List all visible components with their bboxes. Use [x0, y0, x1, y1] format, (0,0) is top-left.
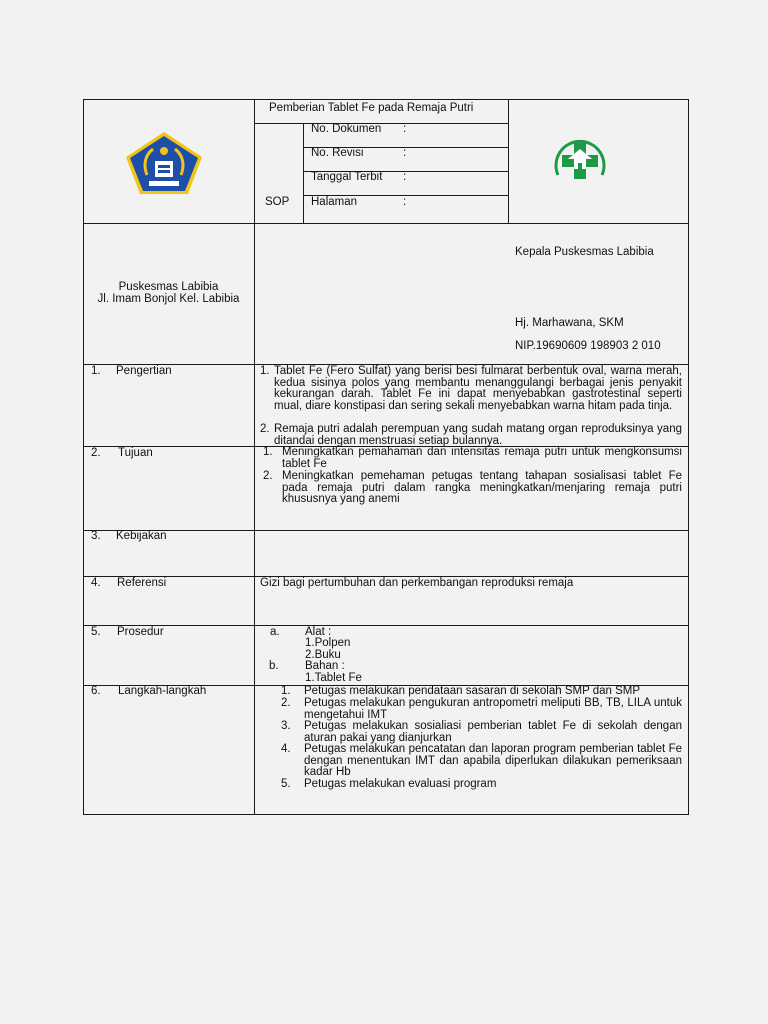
- row-line-3: [83, 530, 689, 531]
- langkah-num: 3.: [281, 720, 291, 732]
- signatory-nip: NIP.19690609 198903 2 010: [515, 340, 661, 352]
- border-bottom: [83, 814, 689, 815]
- prosedur-alat-item: 1.Polpen: [305, 637, 351, 649]
- section-label-pengertian: Pengertian: [116, 365, 172, 377]
- tujuan-num: 2.: [263, 470, 273, 482]
- tujuan-item: Meningkatkan pemahaman dan intensitas remaja putri untuk mengkonsumsi tablet Fe: [282, 446, 682, 470]
- header-bottom-line: [83, 223, 689, 224]
- section-number: 3.: [91, 530, 101, 542]
- border-top: [83, 99, 689, 100]
- field-sep: :: [403, 123, 407, 135]
- field-sep: :: [403, 147, 407, 159]
- langkah-num: 4.: [281, 743, 291, 755]
- border-left: [83, 99, 84, 815]
- langkah-num: 2.: [281, 697, 291, 709]
- prosedur-bahan-title: Bahan :: [305, 660, 345, 672]
- langkah-item: Petugas melakukan evaluasi program: [304, 778, 497, 790]
- section-label-referensi: Referensi: [117, 577, 167, 589]
- row-line-5: [83, 625, 689, 626]
- field-sep: :: [403, 171, 407, 183]
- document-title: Pemberian Tablet Fe pada Remaja Putri: [269, 102, 474, 114]
- field-label-no-revisi: No. Revisi: [311, 147, 364, 159]
- body-column-divider: [254, 223, 255, 815]
- field-label-no-dokumen: No. Dokumen: [311, 123, 382, 135]
- prosedur-b-label: b.: [269, 660, 279, 672]
- prosedur-alat-title: Alat :: [305, 626, 332, 638]
- section-number: 5.: [91, 626, 101, 638]
- header-divider-left: [254, 99, 255, 223]
- langkah-item: Petugas melakukan pengukuran antropometri meliputi BB, TB, LILA untuk mengetahui IMT: [304, 697, 682, 721]
- field-sep: :: [403, 196, 407, 208]
- sop-table: [83, 99, 689, 815]
- section-number: 6.: [91, 685, 101, 697]
- referensi-text: Gizi bagi pertumbuhan dan perkembangan reproduksi remaja: [260, 577, 574, 589]
- institution-name: Puskesmas Labibia: [118, 281, 219, 293]
- signatory-position: Kepala Puskesmas Labibia: [515, 246, 654, 258]
- section-number: 4.: [91, 577, 101, 589]
- section-number: 2.: [91, 447, 101, 459]
- tujuan-num: 1.: [263, 446, 273, 458]
- pengertian-item: Tablet Fe (Fero Sulfat) yang berisi besi fulmarat berbentuk oval, warna merah, kedua sisinya polos yang membantu menanggulangi berbagai jenis penyakit kekurangan darah. Tablet Fe ini dapat menyebabkan gastrotestinal seperti mual, diare konstipasi dan sering sekali menyebabkan warna hitam pada tinja.: [274, 365, 682, 412]
- sop-label: SOP: [265, 196, 290, 208]
- langkah-item: Petugas melakukan pendataan sasaran di sekolah SMP dan SMP: [304, 685, 641, 697]
- tujuan-item: Meningkatkan pemehaman petugas tentang tahapan sosialisasi tablet Fe pada remaja putri dalam rangka meningkatkan/menjaring remaja putri khususnya yang anemi: [282, 470, 682, 505]
- langkah-num: 5.: [281, 778, 291, 790]
- prosedur-a-label: a.: [270, 626, 280, 638]
- langkah-num: 1.: [281, 685, 291, 697]
- field-label-tanggal-terbit: Tanggal Terbit: [311, 171, 383, 183]
- section-number: 1.: [91, 365, 101, 377]
- langkah-item: Petugas melakukan sosialiasi pemberian tablet Fe di sekolah dengan aturan pakai yang dianjurkan: [304, 720, 682, 744]
- pengertian-item: Remaja putri adalah perempuan yang sudah matang organ reproduksinya yang ditandai dengan menstruasi setiap bulannya.: [274, 423, 682, 447]
- langkah-item: Petugas melakukan pencatatan dan laporan program pemberian tablet Fe dengan menentukan IMT dan apabila diperlukan dilakukan pemeriksaan kadar Hb: [304, 743, 682, 778]
- prosedur-alat-item: 2.Buku: [305, 649, 341, 661]
- puskesmas-cross-logo: [552, 135, 608, 187]
- sop-divider: [303, 123, 304, 223]
- institution-address: Jl. Imam Bonjol Kel. Labibia: [97, 293, 240, 305]
- header-divider-right: [508, 99, 509, 223]
- section-label-tujuan: Tujuan: [118, 447, 153, 459]
- pengertian-num: 2.: [260, 423, 270, 435]
- border-right: [688, 99, 689, 815]
- section-label-prosedur: Prosedur: [117, 626, 164, 638]
- section-label-kebijakan: Kebijakan: [116, 530, 167, 542]
- pengertian-num: 1.: [260, 365, 270, 377]
- regional-emblem-logo: [123, 129, 205, 197]
- signatory-name: Hj. Marhawana, SKM: [515, 317, 624, 329]
- title-underline: [254, 123, 509, 124]
- field-label-halaman: Halaman: [311, 196, 358, 208]
- prosedur-bahan-item: 1.Tablet Fe: [305, 672, 362, 684]
- section-label-langkah: Langkah-langkah: [118, 685, 207, 697]
